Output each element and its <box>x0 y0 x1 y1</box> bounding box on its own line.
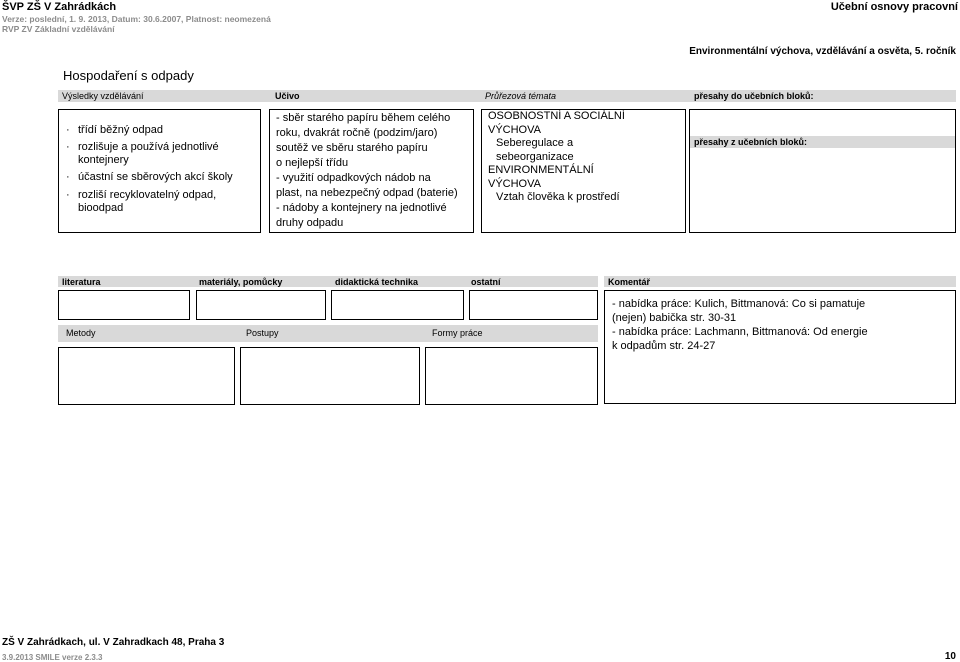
outcome-text: účastní se sběrových akcí školy <box>78 171 233 183</box>
theme-line: VÝCHOVA <box>488 123 541 136</box>
content-line: o nejlepší třídu <box>276 157 349 169</box>
materialy-cell <box>196 290 326 320</box>
outcomes-header: Výsledky vzdělávání <box>62 91 144 101</box>
content-line: soutěž ve sběru starého papíru <box>276 142 428 154</box>
theme-line: ENVIRONMENTÁLNÍ <box>488 164 594 176</box>
content-header: Učivo <box>275 91 300 101</box>
bullet-icon: · <box>66 171 70 183</box>
content-line: - využití odpadkových nádob na <box>276 172 431 184</box>
theme-line: VÝCHOVA <box>488 177 541 190</box>
comment-box <box>604 290 956 404</box>
metody-cell <box>58 347 235 405</box>
postupy-cell <box>240 347 420 405</box>
ostatni-header: ostatní <box>471 277 501 287</box>
comment-line: - nabídka práce: Lachmann, Bittmanová: Od energie <box>612 326 868 338</box>
links-from-header: přesahy z učebních bloků: <box>694 137 808 147</box>
literatura-header: literatura <box>62 277 101 287</box>
content-line: - nádoby a kontejnery na jednotlivé <box>276 202 447 214</box>
content-line: plast, na nebezpečný odpad (baterie) <box>276 187 458 199</box>
footer-version: 3.9.2013 SMILE verze 2.3.3 <box>2 653 103 662</box>
bullet-icon: · <box>66 141 70 153</box>
document-category: Učební osnovy pracovní <box>830 1 958 13</box>
resources-header-bar <box>58 276 598 287</box>
metody-header: Metody <box>66 328 96 338</box>
outcomes-box <box>58 109 261 233</box>
didakticka-cell <box>331 290 464 320</box>
content-line: - sběr starého papíru během celého <box>276 112 451 124</box>
theme-subline: Seberegulace a <box>496 137 574 149</box>
program-line: RVP ZV Základní vzdělávání <box>2 24 115 34</box>
formy-cell <box>425 347 598 405</box>
materialy-header: materiály, pomůcky <box>199 277 283 287</box>
theme-subline: Vztah člověka k prostředí <box>496 191 620 203</box>
version-line: Verze: poslední, 1. 9. 2013, Datum: 30.6.2007, Platnost: neomezená <box>2 14 271 24</box>
links-box <box>689 109 956 233</box>
postupy-header: Postupy <box>246 328 279 338</box>
themes-header: Průřezová témata <box>485 91 557 101</box>
themes-text <box>488 110 683 205</box>
content-text <box>276 111 472 231</box>
footer-school: ZŠ V Zahrádkach, ul. V Zahradkach 48, Praha 3 <box>2 637 225 648</box>
page-number: 10 <box>944 651 956 662</box>
comment-line: k odpadům str. 24-27 <box>612 340 716 352</box>
topic-title: Hospodaření s odpady <box>63 68 194 83</box>
outcome-text: rozliší recyklovatelný odpad, bioodpad <box>78 189 217 214</box>
didakticka-header: didaktická technika <box>335 277 419 287</box>
methods-header-bar <box>58 325 598 342</box>
content-box <box>269 109 474 233</box>
content-line: druhy odpadu <box>276 217 344 229</box>
formy-header: Formy práce <box>432 328 483 338</box>
comment-line: (nejen) babička str. 30-31 <box>612 312 737 324</box>
literatura-cell <box>58 290 190 320</box>
bullet-icon: · <box>66 124 70 136</box>
document-title: ŠVP ZŠ V Zahrádkách <box>2 1 117 13</box>
outcome-text: rozlišuje a používá jednotlivé kontejnery <box>78 141 219 166</box>
content-line: roku, dvakrát ročně (podzim/jaro) <box>276 127 438 139</box>
comment-line: - nabídka práce: Kulich, Bittmanová: Co si pamatuje <box>612 298 866 310</box>
bullet-icon: · <box>66 189 70 201</box>
outcome-text: třídí běžný odpad <box>78 124 164 136</box>
komentar-header: Komentář <box>608 277 651 287</box>
links-to-header: přesahy do učebních bloků: <box>694 91 814 101</box>
comment-text <box>612 297 952 353</box>
themes-box <box>481 109 686 233</box>
comment-header-bar <box>604 276 956 287</box>
theme-subline: sebeorganizace <box>496 150 574 163</box>
ostatni-cell <box>469 290 598 320</box>
subject-line: Environmentální výchova, vzdělávání a osvěta, 5. ročník <box>689 46 956 57</box>
theme-line: OSOBNOSTNÍ A SOCIÁLNÍ <box>488 110 625 122</box>
